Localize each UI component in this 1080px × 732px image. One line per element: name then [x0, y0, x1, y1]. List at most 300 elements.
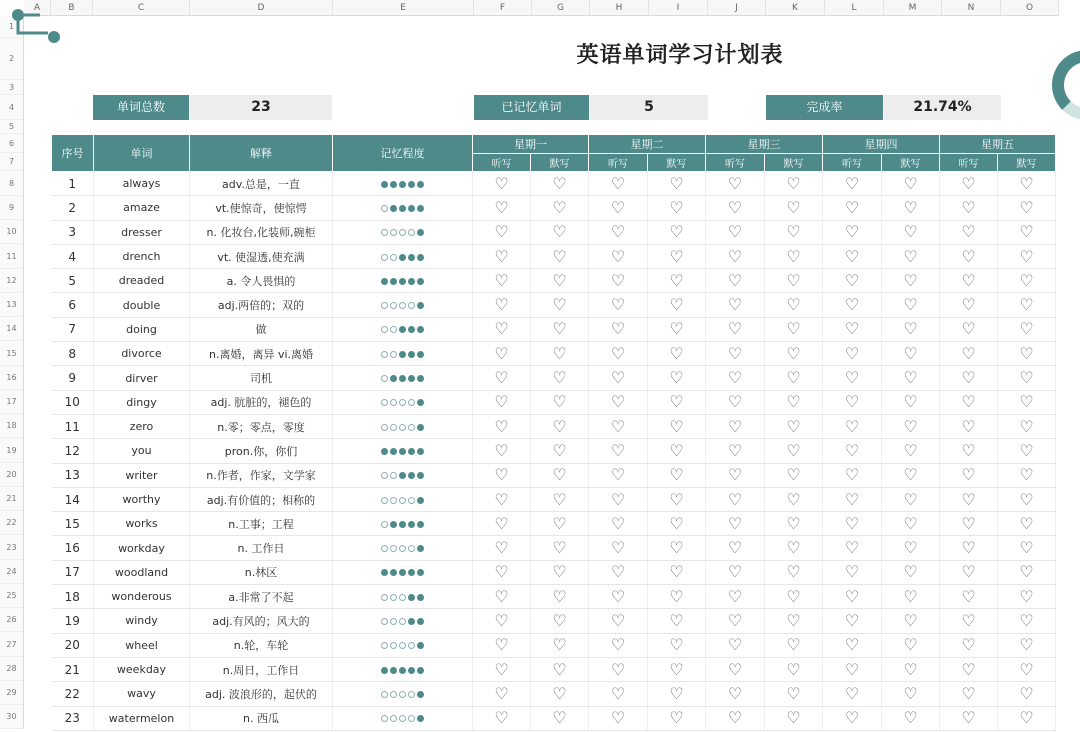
check-cell[interactable] — [589, 657, 648, 681]
word-cell[interactable]: divorce — [94, 342, 190, 366]
check-cell[interactable] — [765, 560, 823, 584]
heart-outline-icon[interactable]: ♡ — [844, 513, 860, 533]
heart-outline-icon[interactable]: ♡ — [961, 222, 976, 242]
memory-level-cell[interactable] — [333, 487, 473, 511]
heart-outline-icon[interactable]: ♡ — [494, 319, 509, 339]
row-header[interactable]: 5 — [0, 120, 24, 134]
check-cell[interactable] — [706, 512, 765, 536]
heart-outline-icon[interactable]: ♡ — [727, 440, 743, 460]
word-cell[interactable]: dreaded — [94, 269, 190, 293]
heart-outline-icon[interactable]: ♡ — [903, 270, 918, 290]
row-header[interactable]: 15 — [0, 341, 24, 366]
heart-outline-icon[interactable]: ♡ — [494, 416, 509, 436]
memory-level-cell[interactable] — [333, 585, 473, 609]
check-cell[interactable] — [706, 220, 765, 244]
heart-outline-icon[interactable]: ♡ — [610, 659, 626, 679]
word-cell[interactable]: wavy — [94, 682, 190, 706]
heart-outline-icon[interactable]: ♡ — [494, 295, 509, 315]
row-header[interactable]: 25 — [0, 584, 24, 608]
check-cell[interactable] — [589, 536, 648, 560]
meaning-cell[interactable]: n.零；零点，零度 — [190, 414, 333, 438]
check-cell[interactable] — [648, 390, 706, 414]
check-cell[interactable] — [531, 463, 589, 487]
row-header[interactable]: 2 — [0, 38, 24, 80]
memory-level-cell[interactable] — [333, 293, 473, 317]
heart-outline-icon[interactable]: ♡ — [727, 246, 743, 266]
heart-outline-icon[interactable]: ♡ — [669, 197, 684, 217]
row-header[interactable]: 21 — [0, 487, 24, 511]
heart-outline-icon[interactable]: ♡ — [552, 368, 567, 388]
column-header[interactable]: L — [825, 0, 884, 16]
heart-outline-icon[interactable]: ♡ — [552, 173, 567, 193]
meaning-cell[interactable]: pron.你，你们 — [190, 439, 333, 463]
column-header[interactable]: K — [766, 0, 825, 16]
heart-outline-icon[interactable]: ♡ — [1019, 635, 1034, 655]
check-cell[interactable] — [589, 682, 648, 706]
row-index-cell[interactable]: 11 — [52, 414, 94, 438]
row-header[interactable]: 9 — [0, 196, 24, 220]
memory-level-cell[interactable] — [333, 633, 473, 657]
check-cell[interactable] — [940, 317, 998, 341]
check-cell[interactable] — [473, 196, 531, 220]
check-cell[interactable] — [531, 172, 589, 196]
check-cell[interactable] — [765, 682, 823, 706]
heart-outline-icon[interactable]: ♡ — [1019, 197, 1034, 217]
memory-level-cell[interactable] — [333, 342, 473, 366]
meaning-cell[interactable]: adv.总是，一直 — [190, 172, 333, 196]
check-cell[interactable] — [706, 536, 765, 560]
column-header[interactable]: E — [333, 0, 474, 16]
word-cell[interactable]: drench — [94, 244, 190, 268]
heart-outline-icon[interactable]: ♡ — [610, 562, 626, 582]
heart-outline-icon[interactable]: ♡ — [610, 368, 626, 388]
check-cell[interactable] — [823, 633, 882, 657]
check-cell[interactable] — [882, 536, 940, 560]
heart-outline-icon[interactable]: ♡ — [903, 635, 918, 655]
check-cell[interactable] — [648, 512, 706, 536]
row-index-cell[interactable]: 14 — [52, 487, 94, 511]
heart-outline-icon[interactable]: ♡ — [610, 173, 626, 193]
heart-outline-icon[interactable]: ♡ — [494, 659, 509, 679]
heart-outline-icon[interactable]: ♡ — [727, 708, 743, 728]
check-cell[interactable] — [706, 657, 765, 681]
meaning-cell[interactable]: a.非常了不起 — [190, 585, 333, 609]
heart-outline-icon[interactable]: ♡ — [610, 440, 626, 460]
heart-outline-icon[interactable]: ♡ — [1019, 610, 1034, 630]
heart-outline-icon[interactable]: ♡ — [1019, 392, 1034, 412]
heart-outline-icon[interactable]: ♡ — [727, 270, 743, 290]
check-cell[interactable] — [998, 609, 1056, 633]
check-cell[interactable] — [589, 487, 648, 511]
check-cell[interactable] — [473, 657, 531, 681]
check-cell[interactable] — [823, 269, 882, 293]
check-cell[interactable] — [998, 512, 1056, 536]
column-header[interactable]: O — [1001, 0, 1059, 16]
heart-outline-icon[interactable]: ♡ — [727, 343, 743, 363]
check-cell[interactable] — [765, 657, 823, 681]
word-cell[interactable]: dirver — [94, 366, 190, 390]
check-cell[interactable] — [940, 172, 998, 196]
check-cell[interactable] — [940, 220, 998, 244]
heart-outline-icon[interactable]: ♡ — [610, 197, 626, 217]
row-index-cell[interactable]: 18 — [52, 585, 94, 609]
check-cell[interactable] — [765, 706, 823, 730]
check-cell[interactable] — [882, 560, 940, 584]
heart-outline-icon[interactable]: ♡ — [786, 465, 801, 485]
check-cell[interactable] — [589, 512, 648, 536]
column-header[interactable]: A — [24, 0, 51, 16]
check-cell[interactable] — [473, 633, 531, 657]
heart-outline-icon[interactable]: ♡ — [1019, 173, 1034, 193]
heart-outline-icon[interactable]: ♡ — [844, 465, 860, 485]
heart-outline-icon[interactable]: ♡ — [786, 683, 801, 703]
check-cell[interactable] — [589, 293, 648, 317]
meaning-cell[interactable]: n. 工作日 — [190, 536, 333, 560]
heart-outline-icon[interactable]: ♡ — [844, 538, 860, 558]
check-cell[interactable] — [648, 196, 706, 220]
memory-level-cell[interactable] — [333, 366, 473, 390]
check-cell[interactable] — [706, 414, 765, 438]
check-cell[interactable] — [940, 463, 998, 487]
row-index-cell[interactable]: 22 — [52, 682, 94, 706]
meaning-cell[interactable]: adj. 肮脏的，褪色的 — [190, 390, 333, 414]
check-cell[interactable] — [998, 244, 1056, 268]
check-cell[interactable] — [998, 657, 1056, 681]
check-cell[interactable] — [473, 609, 531, 633]
heart-outline-icon[interactable]: ♡ — [727, 295, 743, 315]
check-cell[interactable] — [531, 293, 589, 317]
heart-outline-icon[interactable]: ♡ — [1019, 270, 1034, 290]
memory-level-cell[interactable] — [333, 463, 473, 487]
check-cell[interactable] — [531, 487, 589, 511]
memory-level-cell[interactable] — [333, 390, 473, 414]
heart-outline-icon[interactable]: ♡ — [786, 635, 801, 655]
heart-outline-icon[interactable]: ♡ — [1019, 295, 1034, 315]
check-cell[interactable] — [473, 463, 531, 487]
check-cell[interactable] — [531, 536, 589, 560]
check-cell[interactable] — [940, 244, 998, 268]
check-cell[interactable] — [706, 463, 765, 487]
check-cell[interactable] — [706, 342, 765, 366]
word-cell[interactable]: watermelon — [94, 706, 190, 730]
check-cell[interactable] — [882, 293, 940, 317]
heart-outline-icon[interactable]: ♡ — [786, 270, 801, 290]
word-cell[interactable]: dingy — [94, 390, 190, 414]
heart-outline-icon[interactable]: ♡ — [669, 659, 684, 679]
heart-outline-icon[interactable]: ♡ — [844, 635, 860, 655]
heart-outline-icon[interactable]: ♡ — [786, 513, 801, 533]
heart-outline-icon[interactable]: ♡ — [552, 610, 567, 630]
meaning-cell[interactable]: 司机 — [190, 366, 333, 390]
check-cell[interactable] — [706, 585, 765, 609]
check-cell[interactable] — [589, 463, 648, 487]
heart-outline-icon[interactable]: ♡ — [727, 683, 743, 703]
memory-level-cell[interactable] — [333, 682, 473, 706]
heart-outline-icon[interactable]: ♡ — [961, 683, 976, 703]
row-header[interactable]: 14 — [0, 317, 24, 341]
row-header[interactable]: 16 — [0, 366, 24, 390]
check-cell[interactable] — [823, 487, 882, 511]
check-cell[interactable] — [765, 536, 823, 560]
heart-outline-icon[interactable]: ♡ — [494, 683, 509, 703]
check-cell[interactable] — [706, 706, 765, 730]
check-cell[interactable] — [648, 414, 706, 438]
word-cell[interactable]: you — [94, 439, 190, 463]
check-cell[interactable] — [998, 196, 1056, 220]
heart-outline-icon[interactable]: ♡ — [903, 440, 918, 460]
row-index-cell[interactable]: 16 — [52, 536, 94, 560]
meaning-cell[interactable]: n.轮，车轮 — [190, 633, 333, 657]
check-cell[interactable] — [998, 293, 1056, 317]
heart-outline-icon[interactable]: ♡ — [552, 562, 567, 582]
heart-outline-icon[interactable]: ♡ — [903, 513, 918, 533]
check-cell[interactable] — [823, 512, 882, 536]
heart-outline-icon[interactable]: ♡ — [961, 246, 976, 266]
check-cell[interactable] — [706, 609, 765, 633]
check-cell[interactable] — [531, 585, 589, 609]
memorized-words-value[interactable]: 5 — [590, 95, 708, 120]
check-cell[interactable] — [765, 342, 823, 366]
row-index-cell[interactable]: 7 — [52, 317, 94, 341]
heart-outline-icon[interactable]: ♡ — [610, 295, 626, 315]
heart-outline-icon[interactable]: ♡ — [552, 295, 567, 315]
heart-outline-icon[interactable]: ♡ — [669, 489, 684, 509]
heart-outline-icon[interactable]: ♡ — [494, 197, 509, 217]
heart-outline-icon[interactable]: ♡ — [610, 246, 626, 266]
heart-outline-icon[interactable]: ♡ — [961, 440, 976, 460]
heart-outline-icon[interactable]: ♡ — [669, 465, 684, 485]
meaning-cell[interactable]: vt. 使湿透,使充满 — [190, 244, 333, 268]
word-cell[interactable]: double — [94, 293, 190, 317]
row-header[interactable]: 4 — [0, 95, 24, 120]
row-header[interactable]: 7 — [0, 153, 24, 171]
check-cell[interactable] — [998, 172, 1056, 196]
check-cell[interactable] — [706, 390, 765, 414]
check-cell[interactable] — [648, 633, 706, 657]
heart-outline-icon[interactable]: ♡ — [610, 222, 626, 242]
row-index-cell[interactable]: 17 — [52, 560, 94, 584]
heart-outline-icon[interactable]: ♡ — [669, 173, 684, 193]
row-header[interactable]: 26 — [0, 608, 24, 632]
heart-outline-icon[interactable]: ♡ — [552, 197, 567, 217]
heart-outline-icon[interactable]: ♡ — [669, 222, 684, 242]
column-header[interactable]: N — [942, 0, 1001, 16]
check-cell[interactable] — [648, 244, 706, 268]
check-cell[interactable] — [882, 657, 940, 681]
row-header[interactable]: 29 — [0, 681, 24, 705]
check-cell[interactable] — [706, 196, 765, 220]
check-cell[interactable] — [473, 220, 531, 244]
check-cell[interactable] — [998, 439, 1056, 463]
heart-outline-icon[interactable]: ♡ — [494, 246, 509, 266]
check-cell[interactable] — [706, 172, 765, 196]
check-cell[interactable] — [882, 585, 940, 609]
heart-outline-icon[interactable]: ♡ — [786, 416, 801, 436]
memory-level-cell[interactable] — [333, 172, 473, 196]
heart-outline-icon[interactable]: ♡ — [669, 319, 684, 339]
heart-outline-icon[interactable]: ♡ — [1019, 246, 1034, 266]
column-header[interactable]: D — [190, 0, 333, 16]
heart-outline-icon[interactable]: ♡ — [552, 246, 567, 266]
check-cell[interactable] — [765, 439, 823, 463]
word-cell[interactable]: windy — [94, 609, 190, 633]
check-cell[interactable] — [940, 512, 998, 536]
heart-outline-icon[interactable]: ♡ — [961, 562, 976, 582]
row-header[interactable]: 18 — [0, 414, 24, 438]
check-cell[interactable] — [765, 196, 823, 220]
heart-outline-icon[interactable]: ♡ — [903, 586, 918, 606]
check-cell[interactable] — [706, 269, 765, 293]
heart-outline-icon[interactable]: ♡ — [610, 708, 626, 728]
heart-outline-icon[interactable]: ♡ — [669, 368, 684, 388]
word-cell[interactable]: worthy — [94, 487, 190, 511]
memory-level-cell[interactable] — [333, 439, 473, 463]
check-cell[interactable] — [940, 342, 998, 366]
check-cell[interactable] — [765, 317, 823, 341]
row-header[interactable]: 23 — [0, 535, 24, 560]
heart-outline-icon[interactable]: ♡ — [552, 538, 567, 558]
check-cell[interactable] — [882, 487, 940, 511]
check-cell[interactable] — [940, 682, 998, 706]
check-cell[interactable] — [998, 585, 1056, 609]
heart-outline-icon[interactable]: ♡ — [1019, 368, 1034, 388]
heart-outline-icon[interactable]: ♡ — [844, 659, 860, 679]
meaning-cell[interactable]: n. 化妆台,化装师,碗柜 — [190, 220, 333, 244]
check-cell[interactable] — [998, 682, 1056, 706]
heart-outline-icon[interactable]: ♡ — [903, 465, 918, 485]
heart-outline-icon[interactable]: ♡ — [552, 513, 567, 533]
memory-level-cell[interactable] — [333, 512, 473, 536]
heart-outline-icon[interactable]: ♡ — [844, 270, 860, 290]
word-cell[interactable]: weekday — [94, 657, 190, 681]
heart-outline-icon[interactable]: ♡ — [844, 319, 860, 339]
row-index-cell[interactable]: 20 — [52, 633, 94, 657]
check-cell[interactable] — [648, 317, 706, 341]
check-cell[interactable] — [706, 682, 765, 706]
heart-outline-icon[interactable]: ♡ — [494, 368, 509, 388]
check-cell[interactable] — [940, 487, 998, 511]
word-cell[interactable]: wonderous — [94, 585, 190, 609]
check-cell[interactable] — [823, 317, 882, 341]
row-header[interactable]: 30 — [0, 705, 24, 729]
check-cell[interactable] — [882, 682, 940, 706]
heart-outline-icon[interactable]: ♡ — [610, 392, 626, 412]
heart-outline-icon[interactable]: ♡ — [552, 489, 567, 509]
heart-outline-icon[interactable]: ♡ — [494, 270, 509, 290]
check-cell[interactable] — [765, 414, 823, 438]
heart-outline-icon[interactable]: ♡ — [669, 392, 684, 412]
column-header[interactable]: M — [884, 0, 942, 16]
check-cell[interactable] — [998, 342, 1056, 366]
check-cell[interactable] — [998, 220, 1056, 244]
heart-outline-icon[interactable]: ♡ — [961, 343, 976, 363]
check-cell[interactable] — [882, 609, 940, 633]
heart-outline-icon[interactable]: ♡ — [844, 708, 860, 728]
heart-outline-icon[interactable]: ♡ — [844, 173, 860, 193]
check-cell[interactable] — [589, 244, 648, 268]
heart-outline-icon[interactable]: ♡ — [786, 319, 801, 339]
check-cell[interactable] — [882, 342, 940, 366]
heart-outline-icon[interactable]: ♡ — [494, 489, 509, 509]
check-cell[interactable] — [823, 585, 882, 609]
column-header[interactable]: I — [649, 0, 708, 16]
check-cell[interactable] — [531, 244, 589, 268]
heart-outline-icon[interactable]: ♡ — [1019, 562, 1034, 582]
heart-outline-icon[interactable]: ♡ — [844, 440, 860, 460]
row-index-cell[interactable]: 8 — [52, 342, 94, 366]
heart-outline-icon[interactable]: ♡ — [727, 197, 743, 217]
heart-outline-icon[interactable]: ♡ — [961, 586, 976, 606]
check-cell[interactable] — [940, 536, 998, 560]
row-header[interactable]: 13 — [0, 293, 24, 317]
check-cell[interactable] — [998, 560, 1056, 584]
heart-outline-icon[interactable]: ♡ — [552, 270, 567, 290]
check-cell[interactable] — [940, 439, 998, 463]
heart-outline-icon[interactable]: ♡ — [610, 683, 626, 703]
row-index-cell[interactable]: 9 — [52, 366, 94, 390]
check-cell[interactable] — [648, 536, 706, 560]
heart-outline-icon[interactable]: ♡ — [727, 392, 743, 412]
row-index-cell[interactable]: 4 — [52, 244, 94, 268]
word-cell[interactable]: doing — [94, 317, 190, 341]
check-cell[interactable] — [648, 220, 706, 244]
check-cell[interactable] — [473, 706, 531, 730]
heart-outline-icon[interactable]: ♡ — [961, 270, 976, 290]
heart-outline-icon[interactable]: ♡ — [727, 513, 743, 533]
memory-level-cell[interactable] — [333, 269, 473, 293]
heart-outline-icon[interactable]: ♡ — [552, 586, 567, 606]
heart-outline-icon[interactable]: ♡ — [844, 683, 860, 703]
heart-outline-icon[interactable]: ♡ — [844, 343, 860, 363]
heart-outline-icon[interactable]: ♡ — [1019, 513, 1034, 533]
check-cell[interactable] — [882, 390, 940, 414]
heart-outline-icon[interactable]: ♡ — [786, 222, 801, 242]
check-cell[interactable] — [531, 317, 589, 341]
check-cell[interactable] — [648, 342, 706, 366]
check-cell[interactable] — [940, 390, 998, 414]
heart-outline-icon[interactable]: ♡ — [494, 562, 509, 582]
heart-outline-icon[interactable]: ♡ — [610, 343, 626, 363]
check-cell[interactable] — [531, 657, 589, 681]
heart-outline-icon[interactable]: ♡ — [961, 368, 976, 388]
check-cell[interactable] — [823, 439, 882, 463]
check-cell[interactable] — [823, 220, 882, 244]
column-header[interactable]: G — [532, 0, 590, 16]
row-index-cell[interactable]: 3 — [52, 220, 94, 244]
check-cell[interactable] — [882, 366, 940, 390]
heart-outline-icon[interactable]: ♡ — [961, 635, 976, 655]
meaning-cell[interactable]: adj.两倍的；双的 — [190, 293, 333, 317]
heart-outline-icon[interactable]: ♡ — [669, 538, 684, 558]
heart-outline-icon[interactable]: ♡ — [494, 610, 509, 630]
column-header[interactable]: H — [590, 0, 649, 16]
heart-outline-icon[interactable]: ♡ — [669, 635, 684, 655]
check-cell[interactable] — [473, 293, 531, 317]
memory-level-cell[interactable] — [333, 220, 473, 244]
check-cell[interactable] — [589, 220, 648, 244]
heart-outline-icon[interactable]: ♡ — [903, 610, 918, 630]
check-cell[interactable] — [882, 269, 940, 293]
heart-outline-icon[interactable]: ♡ — [610, 489, 626, 509]
total-words-value[interactable]: 23 — [190, 95, 332, 120]
heart-outline-icon[interactable]: ♡ — [786, 538, 801, 558]
heart-outline-icon[interactable]: ♡ — [961, 538, 976, 558]
row-index-cell[interactable]: 21 — [52, 657, 94, 681]
heart-outline-icon[interactable]: ♡ — [903, 562, 918, 582]
heart-outline-icon[interactable]: ♡ — [903, 538, 918, 558]
heart-outline-icon[interactable]: ♡ — [552, 416, 567, 436]
check-cell[interactable] — [706, 487, 765, 511]
